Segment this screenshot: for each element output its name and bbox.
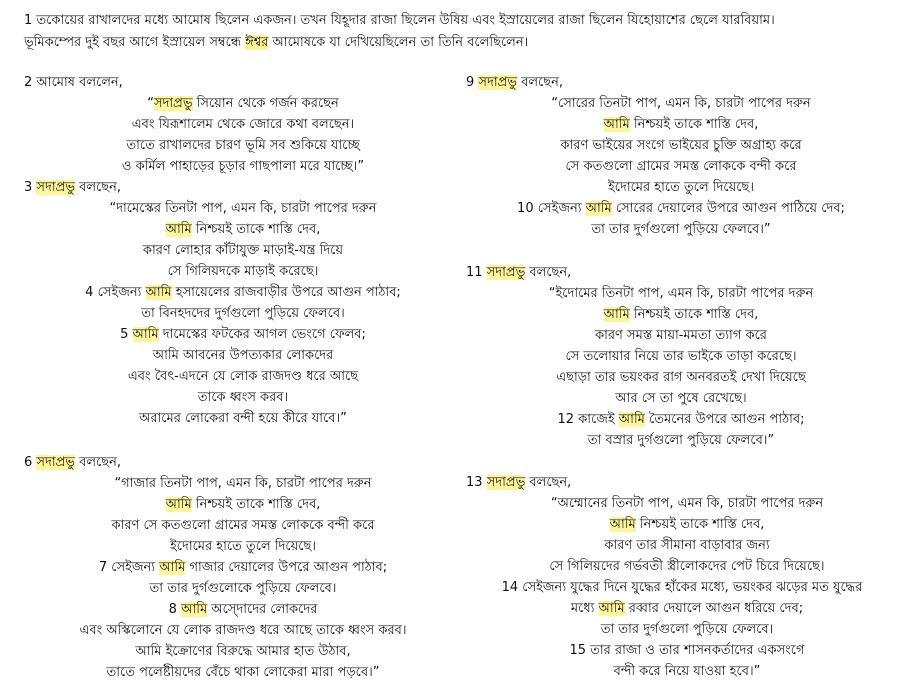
verse-line (466, 114, 886, 135)
verse-line (466, 304, 886, 325)
highlight-i: আমি (181, 602, 208, 617)
verse-line: কারণ সমস্ত মায়া-মমতা ত্যাগ করে (595, 328, 767, 343)
verse-text: বলছেন, (516, 75, 564, 90)
verse-line: তা তার দুর্গগুলোকে পুড়িয়ে ফেলবে। (149, 581, 337, 596)
verse-line: কারণ তার সীমানা বাড়াবার জন্য (604, 538, 770, 553)
verse-text: নিশ্চয়ই তাকে শাস্তি দেব, (191, 497, 321, 512)
verse-line: কারণ সে কতগুলো গ্রামের সমস্ত লোককে বন্দী করে (111, 518, 375, 533)
highlight-i: আমি (585, 201, 612, 216)
highlight-i: আমি (145, 285, 172, 300)
highlight-i: আমি (603, 307, 630, 322)
verse-3-intro (24, 177, 444, 198)
verse-number: 6 (24, 455, 37, 470)
verse-line: বন্দী করে নিয়ে যাওয়া হবে।” (613, 664, 761, 679)
intro-text: আমোষকে যা দেখিয়েছিলেন তা তিনি বলেছিলেন। (268, 35, 529, 50)
highlight-lord: সদাপ্রভু (486, 475, 526, 490)
highlight-i: আমি (159, 560, 186, 575)
verse-line (466, 409, 886, 430)
verse-line: সে গিলিয়দকে মাড়াই করেছে। (167, 264, 319, 279)
verse-text: 12 কাজেই (557, 412, 619, 427)
highlight-lord: সদাপ্রভু (478, 75, 517, 90)
verse-text: 10 সেইজন্য (517, 201, 586, 216)
verse-text: বলছেন, (74, 455, 122, 470)
verse-text: অস্দোদের লোকদের (207, 602, 318, 617)
highlight-lord: সদাপ্রভু (153, 96, 193, 111)
verse-line (24, 557, 444, 578)
verse-line: তা তার দুর্গগুলো পুড়িয়ে ফেলবে। (600, 622, 774, 637)
verse-text: বলছেন, (525, 265, 572, 280)
verse-text: বলছেন, (525, 475, 572, 490)
highlight-lord: সদাপ্রভু (486, 265, 526, 280)
verse-line: আর সে তা পুষে রেখেছে। (615, 391, 747, 406)
verse-line: “দামেস্কের তিনটা পাপ, এমন কি, চারটা পাপের দরুন (109, 201, 377, 216)
intro-text: ভূমিকম্পের দুই বছর আগে ইস্রায়েল সম্বন্ধে (24, 35, 246, 50)
verse-line: এবং বৈৎ-এদনে যে লোক রাজদণ্ড ধরে আছে (127, 369, 359, 384)
verse-line: 15 তার রাজা ও তার শাসনকর্তাদের একসংগে (569, 643, 805, 658)
verse-line (24, 599, 444, 620)
verse-text: নিশ্চয়ই তাকে শাস্তি দেব, (635, 517, 765, 532)
right-column (466, 72, 886, 240)
highlight-lord: সদাপ্রভু (36, 180, 75, 195)
verse-line: সে গিলিয়দের গর্ভবতী স্ত্রীলোকদের পেট চিরে দিয়েছে। (549, 559, 825, 574)
verse-text: রব্বার দেয়ালে আগুন ধরিয়ে দেব; (624, 601, 804, 616)
verse-line: সে তলোয়ার নিয়ে তার ভাইকে তাড়া করেছে। (565, 349, 797, 364)
verse-line: “ইদোমের তিনটা পাপ, এমন কি, চারটা পাপের দরুন (548, 286, 814, 301)
verse-text: মধ্যে (570, 601, 599, 616)
verse-text: 5 (120, 327, 133, 342)
verse-text: নিশ্চয়ই তাকে শাস্তি দেব, (191, 222, 321, 237)
verse-text: 7 সেইজন্য (98, 560, 160, 575)
highlight-i: আমি (598, 601, 625, 616)
verse-line (24, 282, 444, 303)
verse-text: নিশ্চয়ই তাকে শাস্তি দেব, (629, 117, 759, 132)
verse-line (466, 198, 886, 219)
verse-line: ও কর্মিল পাহাড়ের চূড়ার গাছপালা মরে যাচ্ছে।” (121, 159, 365, 174)
highlight-i: আমি (609, 517, 636, 532)
verse-line: তা বস্রার দুর্গগুলো পুড়িয়ে ফেলবে।” (587, 433, 775, 448)
verse-line: কারণ ভাইয়ের সংগে ভাইয়ের চুক্তি অগ্রাহ্য করে (560, 138, 802, 153)
left-column-lower (24, 452, 444, 683)
verse-text: হসায়েলের রাজবাড়ীর উপরে আগুন পাঠাব; (171, 285, 401, 300)
verse-number: 13 (466, 475, 487, 490)
verse-line: এবং অস্কিলোনে যে লোক রাজদণ্ড ধরে আছে তাকে ধ্বংস করব। (79, 623, 407, 638)
highlight-i: আমি (618, 412, 645, 427)
verse-line: এছাড়া তার ভয়ংকর রাগ অনবরতই দেখা দিয়েছে (556, 370, 806, 385)
highlight-i: আমি (165, 222, 192, 237)
verse-line (466, 598, 898, 619)
right-column-middle (466, 262, 886, 451)
verse-11-intro (466, 262, 886, 283)
highlight-i: আমি (165, 497, 192, 512)
left-column (24, 72, 444, 429)
highlight-i: আমি (132, 327, 159, 342)
intro-line-2 (24, 32, 884, 54)
intro-line-1: 1 তকোয়ের রাখালদের মধ্যে আমোষ ছিলেন একজন। তখন যিহূদার রাজা ছিলেন উষিয় এবং ইস্রায়েলের রাজা ছিলেন যিহোয়াশের ছেলে যারবিয়াম। (24, 13, 775, 28)
verse-line: তাতে রাখালদের চারণ ভূমি সব শুকিয়ে যাচ্ছে (126, 138, 360, 153)
verse-line: অরামের লোকেরা বন্দী হয়ে কীরে যাবে।” (139, 411, 347, 426)
verse-text: গাজার দেয়ালের উপরে আগুন পাঠাব; (185, 560, 388, 575)
verse-number: 9 (466, 75, 479, 90)
verse-number: 11 (466, 265, 487, 280)
verse-line: ইদোমের হাতে তুলে দিয়েছে। (170, 539, 316, 554)
verse-line: সে কতগুলো গ্রামের সমস্ত লোককে বন্দী করে (565, 159, 797, 174)
verse-line: তা তার দুর্গগুলো পুড়িয়ে ফেলবে।” (591, 222, 771, 237)
verse-line: 14 সেইজন্য যুদ্ধের দিনে যুদ্ধের হাঁকের মধ্যে, ভয়ংকর ঝড়ের মত যুদ্ধের (501, 580, 863, 595)
verse-line: “অম্মোনের তিনটা পাপ, এমন কি, চারটা পাপের দরুন (550, 496, 824, 511)
verse-2-intro: 2 আমোষ বললেন, (24, 75, 123, 90)
verse-text: 4 সেইজন্য (85, 285, 146, 300)
verse-text: বলছেন, (74, 180, 122, 195)
verse-6-intro (24, 452, 444, 473)
quote-mark: “ (147, 96, 154, 111)
verse-line: তা বিনহদদের দুর্গগুলো পুড়িয়ে ফেলবে। (141, 306, 345, 321)
verse-number: 3 (24, 180, 37, 195)
verse-13-intro (466, 472, 898, 493)
intro-paragraph (24, 10, 884, 54)
verse-line: আমি আবনের উপত্যকার লোকদের (152, 348, 334, 363)
verse-text: তৈমনের উপরে আগুন পাঠাব; (644, 412, 805, 427)
verse-line: “গাজার তিনটা পাপ, এমন কি, চারটা পাপের দরুন (114, 476, 372, 491)
highlight-i: আমি (603, 117, 630, 132)
verse-line (24, 219, 444, 240)
right-column-lower (466, 472, 898, 682)
verse-line: আমি ইক্রোণের বিরুদ্ধে আমার হাত উঠাব, (135, 644, 351, 659)
verse-line (24, 93, 444, 114)
verse-line (24, 494, 444, 515)
highlight-lord: সদাপ্রভু (36, 455, 75, 470)
verse-line (466, 514, 898, 535)
verse-text: সোরের দেয়ালের উপরে আগুন পাঠিয়ে দেব; (611, 201, 845, 216)
verse-text: নিশ্চয়ই তাকে শাস্তি দেব, (629, 307, 759, 322)
verse-line: তাতে পলেষ্টীয়দের বেঁচে থাকা লোকেরা মারা পড়বে।” (106, 665, 380, 680)
verse-9-intro (466, 72, 886, 93)
verse-text: সিয়োন থেকে গর্জন করছেন (192, 96, 339, 111)
verse-line: কারণ লোহার কাঁটাযুক্ত মাড়াই-যন্ত্র দিয়ে (142, 243, 344, 258)
verse-line: ইদোমের হাতে তুলে দিয়েছে। (608, 180, 754, 195)
verse-text: দামেস্কের ফটকের আগল ভেংগে ফেলব; (158, 327, 366, 342)
verse-line: এবং যিরূশালেম থেকে জোরে কথা বলছেন। (131, 117, 355, 132)
verse-line (24, 324, 444, 345)
highlight-god: ঈশ্বর (245, 35, 269, 50)
verse-line: তাকে ধ্বংস করব। (197, 390, 289, 405)
verse-line: “সোরের তিনটা পাপ, এমন কি, চারটা পাপের দরুন (551, 96, 811, 111)
verse-text: 8 (168, 602, 182, 617)
